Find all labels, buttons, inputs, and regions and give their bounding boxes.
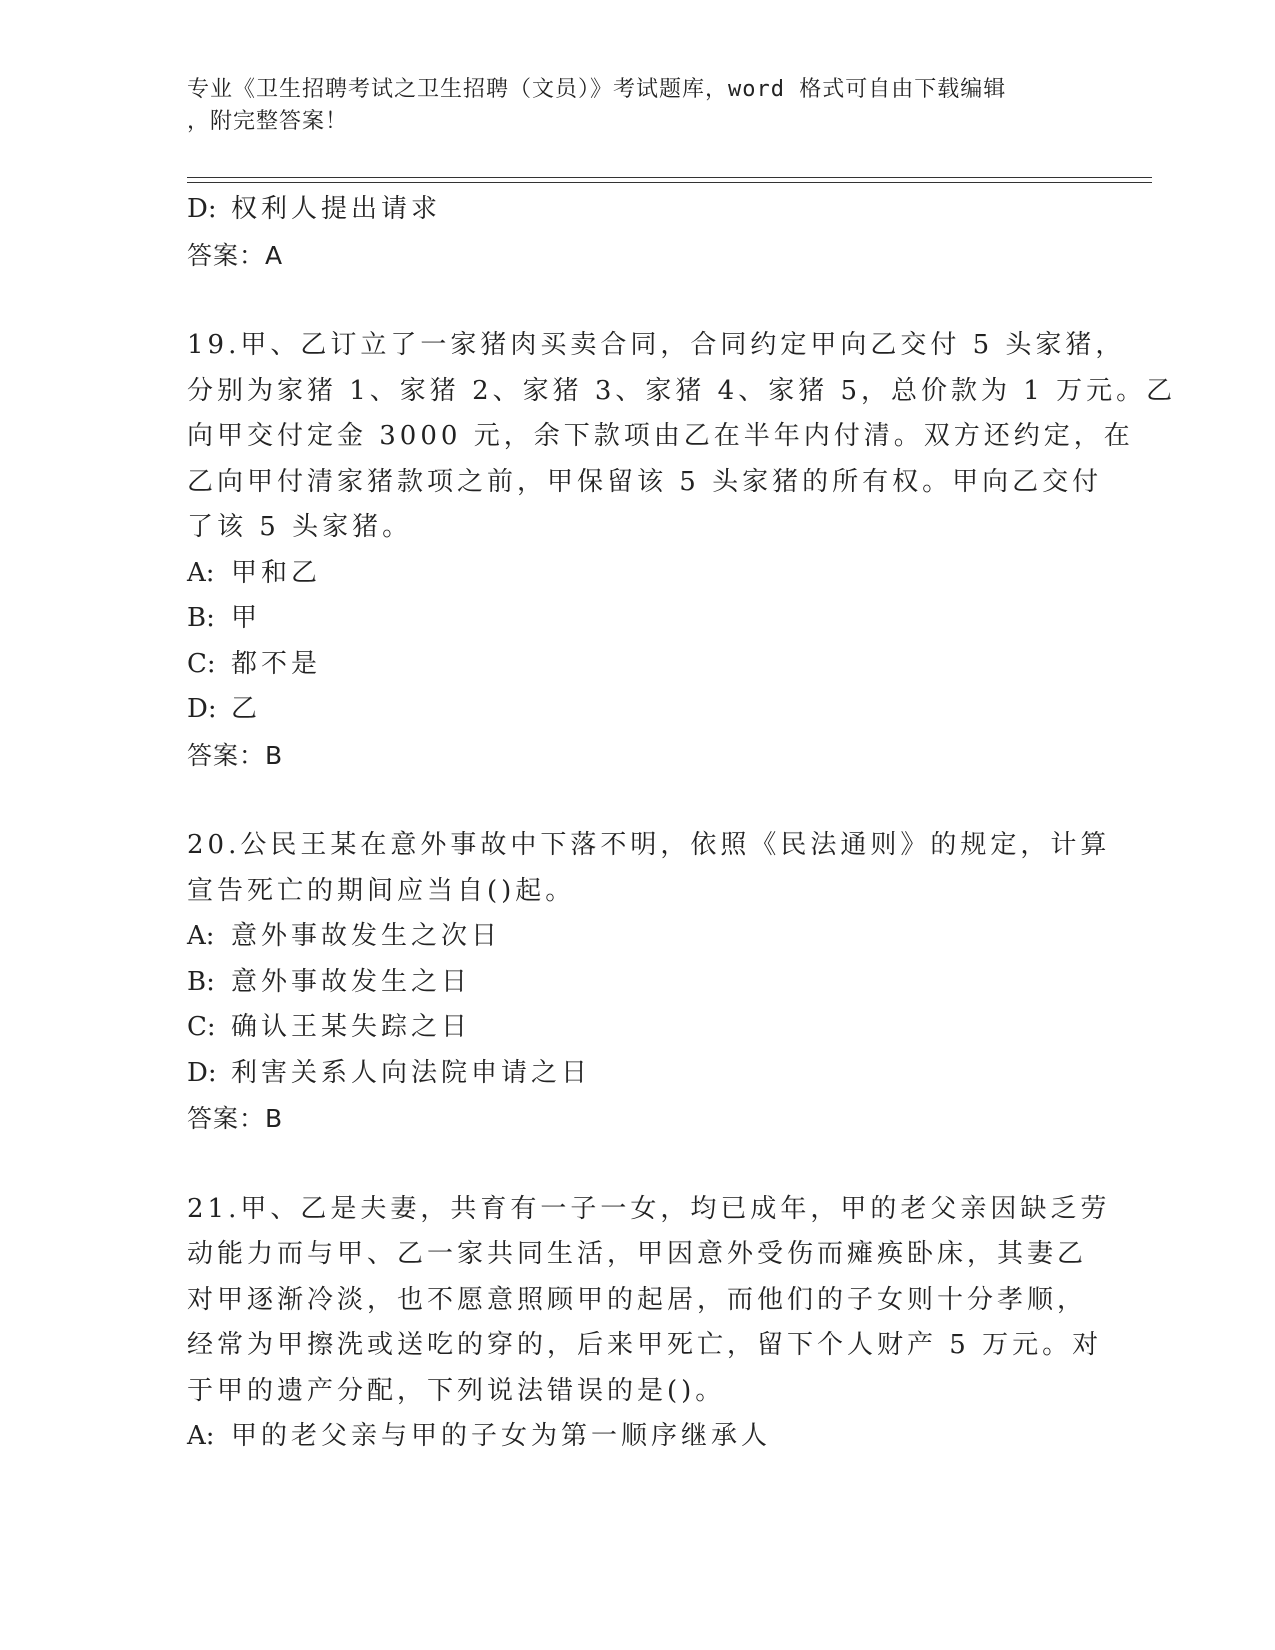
option-text: 甲和乙 [231,557,322,588]
option-letter: D: [187,194,217,224]
option-d [187,687,1087,733]
question-text-line: 对甲逐渐冷淡，也不愿意照顾甲的起居，而他们的子女则十分孝顺， [187,1284,1088,1315]
question-text-line: 于甲的遗产分配，下列说法错误的是()。 [187,1375,726,1406]
option-letter: A: [187,1421,215,1451]
option-a [187,1414,1087,1460]
option-b [187,596,1087,642]
question-text-line: 分别为家猪 1、家猪 2、家猪 3、家猪 4、家猪 5，总价款为 1 万元。乙 [187,375,1177,406]
question-21 [187,1187,1111,1460]
option-c [187,1005,1087,1051]
option-letter: C: [187,648,216,679]
option-d [187,187,1087,233]
option-letter: B: [187,966,215,997]
option-text: 利害关系人向法院申请之日 [231,1057,592,1088]
option-text: 甲的老父亲与甲的子女为第一顺序继承人 [231,1421,772,1451]
option-letter: A: [187,557,215,588]
question-20 [187,823,1111,1142]
option-letter: C: [187,1012,216,1042]
option-letter: B: [187,603,215,633]
option-d [187,1051,1087,1097]
option-letter: D: [187,694,217,724]
option-text: 都不是 [231,648,322,679]
header-line-2: ，附完整答案！ [187,109,349,134]
document-body [187,187,1177,1460]
question-text-line: 20.公民王某在意外事故中下落不明，依照《民法通则》的规定，计算 [187,830,1111,860]
option-a [187,914,1087,960]
option-b [187,960,1087,1006]
header-rule-top [187,177,1152,178]
question-text-line: 动能力而与甲、乙一家共同生活，甲因意外受伤而瘫痪卧床，其妻乙 [187,1239,1088,1269]
option-text: 乙 [231,694,262,724]
header-rule-bottom [187,182,1152,183]
document-header [187,74,1067,138]
question-text-line: 19.甲、乙订立了一家猪肉买卖合同，合同约定甲向乙交付 5 头家猪， [187,330,1126,360]
question-text-line: 经常为甲擦洗或送吃的穿的，后来甲死亡，留下个人财产 5 万元。对 [187,1330,1103,1360]
answer-line: 答案：A [187,240,284,270]
answer-line: 答案：B [187,740,284,770]
option-text: 确认王某失踪之日 [231,1012,472,1042]
question-19 [187,323,1177,778]
option-text: 权利人提出请求 [231,194,442,224]
header-line-1: 专业《卫生招聘考试之卫生招聘（文员）》考试题库，word 格式可自由下载编辑 [187,77,1007,102]
question-text-line: 宣告死亡的期间应当自()起。 [187,875,576,906]
question-text-line: 21.甲、乙是夫妻，共育有一子一女，均已成年，甲的老父亲因缺乏劳 [187,1193,1111,1224]
question-text-line: 了该 5 头家猪。 [187,512,413,542]
option-a [187,551,1087,597]
option-text: 意外事故发生之次日 [231,921,502,951]
question-text-line: 向甲交付定金 3000 元，余下款项由乙在半年内付清。双方还约定，在 [187,421,1134,451]
option-text: 甲 [231,603,262,633]
option-c [187,642,1087,688]
answer-line: 答案：B [187,1104,284,1133]
question-text-line: 乙向甲付清家猪款项之前，甲保留该 5 头家猪的所有权。甲向乙交付 [187,466,1103,497]
option-letter: A: [187,921,215,951]
option-letter: D: [187,1057,217,1088]
option-text: 意外事故发生之日 [231,966,472,997]
prev-question-tail [187,187,1087,278]
